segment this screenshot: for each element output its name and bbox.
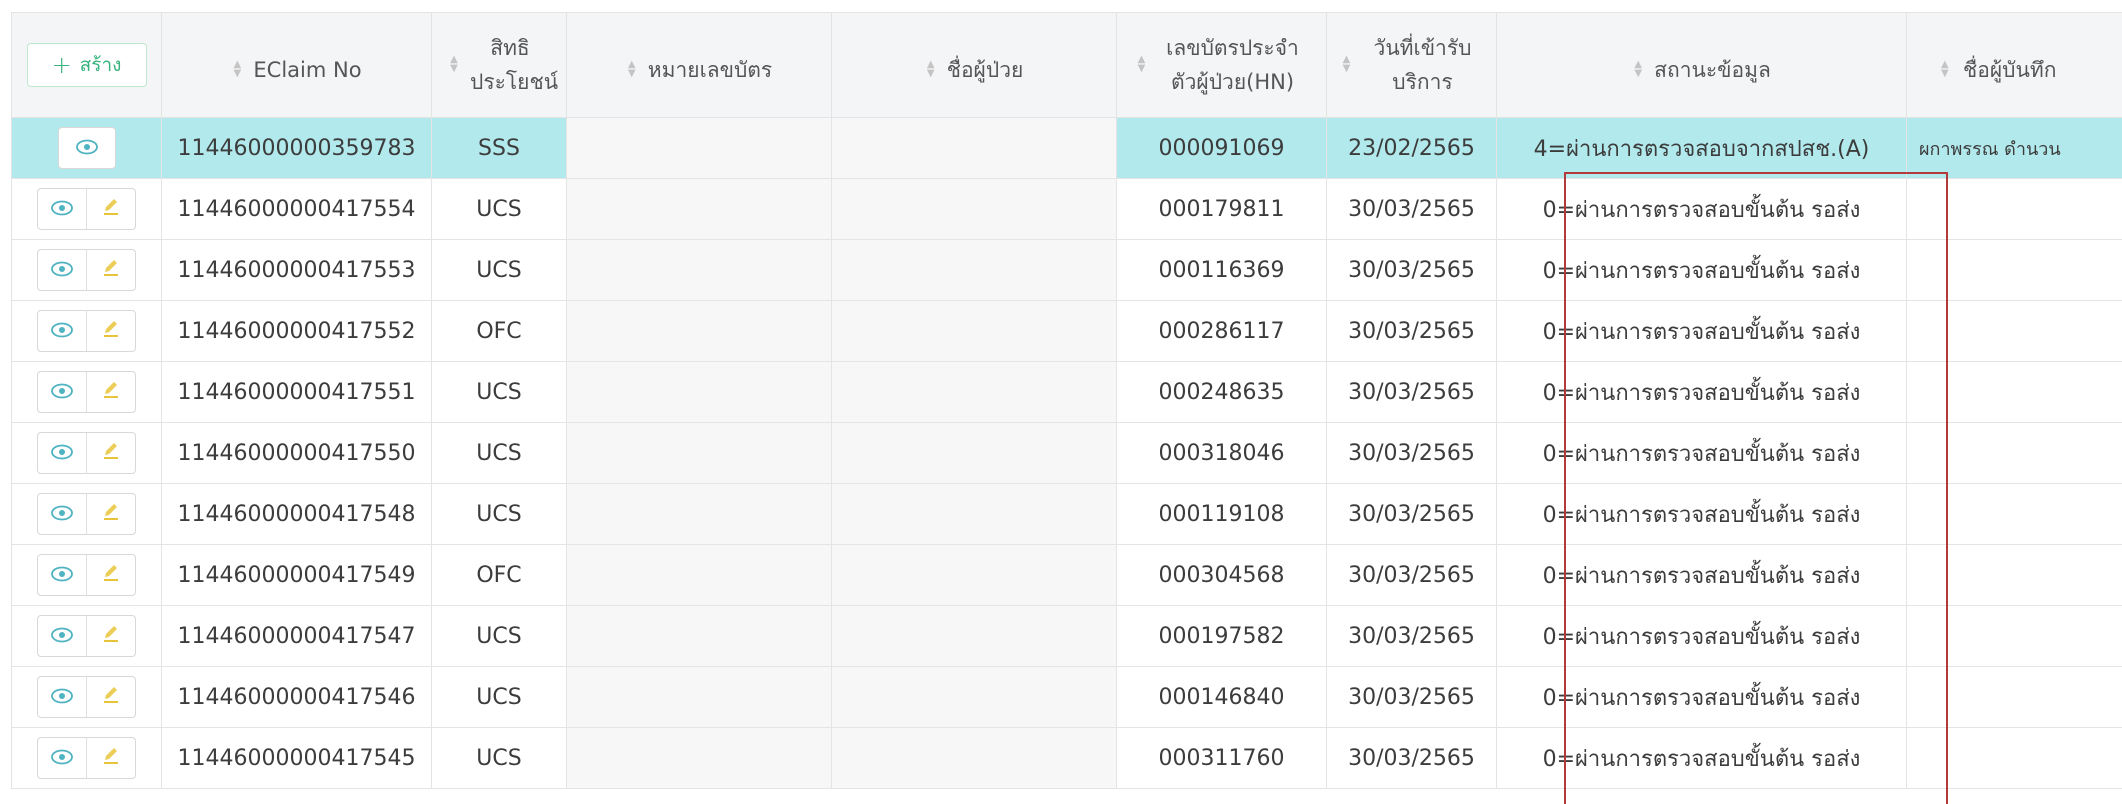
hn-cell: 000311760 [1117, 728, 1327, 789]
hn-cell: 000119108 [1117, 484, 1327, 545]
edit-button[interactable] [86, 738, 135, 778]
pencil-icon [101, 257, 121, 283]
status-cell: 0=ผ่านการตรวจสอบขั้นต้น รอส่ง [1497, 606, 1907, 667]
table-row[interactable] [12, 667, 2122, 728]
right-cell: SSS [432, 118, 567, 179]
sort-arrows-icon[interactable]: ▲ ▼ [1634, 59, 1643, 79]
eclaim-no-cell: 11446000000417547 [162, 606, 432, 667]
table-row[interactable] [12, 545, 2122, 606]
pencil-icon [101, 684, 121, 710]
right-cell: OFC [432, 301, 567, 362]
eye-icon [51, 624, 73, 649]
row-actions-cell [12, 545, 162, 606]
eye-icon [51, 746, 73, 771]
hn-cell: 000091069 [1117, 118, 1327, 179]
pencil-icon [101, 501, 121, 527]
column-header-label: ชื่อผู้ป่วย [946, 58, 1024, 82]
edit-button[interactable] [86, 494, 135, 534]
service-date-cell: 23/02/2565 [1327, 118, 1497, 179]
row-actions-cell [12, 728, 162, 789]
sort-arrows-icon[interactable]: ▲ ▼ [233, 59, 242, 79]
status-cell: 0=ผ่านการตรวจสอบขั้นต้น รอส่ง [1497, 301, 1907, 362]
pencil-icon [101, 745, 121, 771]
edit-button[interactable] [86, 189, 135, 229]
card-no-cell [567, 423, 832, 484]
column-header-label: ชื่อผู้บันทึก [1963, 58, 2057, 82]
column-header-label: หมายเลขบัตร [647, 58, 773, 82]
create-button[interactable] [27, 43, 147, 87]
eclaim-no-cell: 11446000000417553 [162, 240, 432, 301]
status-cell: 0=ผ่านการตรวจสอบขั้นต้น รอส่ง [1497, 179, 1907, 240]
eclaim-no-cell: 11446000000417548 [162, 484, 432, 545]
row-action-group [37, 432, 136, 474]
sort-arrows-icon[interactable]: ▲ ▼ [627, 59, 636, 79]
row-actions-cell [12, 423, 162, 484]
recorder-cell [1907, 240, 2122, 301]
recorder-cell [1907, 545, 2122, 606]
create-button-label: สร้าง [79, 54, 122, 76]
patient-name-cell [832, 667, 1117, 728]
eye-icon [51, 685, 73, 710]
sort-arrows-icon[interactable]: ▲ ▼ [926, 59, 935, 79]
sort-arrows-icon[interactable]: ▲ ▼ [1941, 59, 1949, 79]
column-header-card-no[interactable] [567, 13, 832, 118]
row-actions-cell [12, 118, 162, 179]
recorder-cell [1907, 362, 2122, 423]
column-header-eclaim-no[interactable] [162, 13, 432, 118]
status-cell: 0=ผ่านการตรวจสอบขั้นต้น รอส่ง [1497, 423, 1907, 484]
column-header-label: EClaim No [253, 58, 362, 82]
card-no-cell [567, 179, 832, 240]
view-button[interactable] [38, 311, 86, 351]
recorder-cell [1907, 606, 2122, 667]
table-row[interactable] [12, 118, 2122, 179]
edit-button[interactable] [86, 433, 135, 473]
patient-name-cell [832, 362, 1117, 423]
service-date-cell: 30/03/2565 [1327, 728, 1497, 789]
right-cell: UCS [432, 667, 567, 728]
recorder-cell [1907, 728, 2122, 789]
view-button[interactable] [38, 616, 86, 656]
patient-name-cell [832, 240, 1117, 301]
plus-icon: + [51, 51, 72, 79]
hn-cell: 000304568 [1117, 545, 1327, 606]
pencil-icon [101, 623, 121, 649]
recorder-cell [1907, 484, 2122, 545]
right-cell: UCS [432, 240, 567, 301]
edit-button[interactable] [86, 677, 135, 717]
column-header-right[interactable] [432, 13, 567, 118]
table-body [12, 118, 2122, 789]
column-header-label: สถานะข้อมูล [1654, 58, 1771, 82]
hn-cell: 000248635 [1117, 362, 1327, 423]
row-action-group [37, 371, 136, 413]
eye-icon [51, 563, 73, 588]
edit-button[interactable] [86, 250, 135, 290]
right-cell: OFC [432, 545, 567, 606]
edit-button[interactable] [86, 372, 135, 412]
patient-name-cell [832, 484, 1117, 545]
status-cell: 0=ผ่านการตรวจสอบขั้นต้น รอส่ง [1497, 240, 1907, 301]
row-actions-cell [12, 667, 162, 728]
eye-icon [51, 441, 73, 466]
status-cell: 0=ผ่านการตรวจสอบขั้นต้น รอส่ง [1497, 362, 1907, 423]
row-action-group [37, 615, 136, 657]
pencil-icon [101, 379, 121, 405]
row-actions-cell [12, 301, 162, 362]
right-cell: UCS [432, 484, 567, 545]
edit-button[interactable] [86, 555, 135, 595]
eye-icon [51, 319, 73, 344]
sort-arrows-icon[interactable]: ▲ ▼ [450, 54, 458, 74]
card-no-cell [567, 301, 832, 362]
patient-name-cell [832, 606, 1117, 667]
eye-icon [51, 502, 73, 527]
eye-icon [51, 380, 73, 405]
view-button[interactable] [38, 555, 86, 595]
recorder-cell: ผกาพรรณ ดำนวน [1907, 118, 2122, 179]
hn-cell: 000286117 [1117, 301, 1327, 362]
patient-name-cell [832, 301, 1117, 362]
table-row[interactable] [12, 362, 2122, 423]
eclaim-no-cell: 11446000000417552 [162, 301, 432, 362]
view-button[interactable] [38, 738, 86, 778]
eclaim-no-cell: 11446000000417549 [162, 545, 432, 606]
card-no-cell [567, 728, 832, 789]
table-row[interactable] [12, 728, 2122, 789]
service-date-cell: 30/03/2565 [1327, 362, 1497, 423]
recorder-cell [1907, 667, 2122, 728]
card-no-cell [567, 484, 832, 545]
view-button[interactable] [38, 372, 86, 412]
view-button[interactable] [58, 127, 116, 169]
right-cell: UCS [432, 362, 567, 423]
right-cell: UCS [432, 423, 567, 484]
right-cell: UCS [432, 606, 567, 667]
column-header-label: เลขบัตรประจำ ตัวผู้ป่วย(HN) [1166, 36, 1299, 94]
row-action-group [37, 310, 136, 352]
row-action-group [37, 737, 136, 779]
row-action-group [37, 249, 136, 291]
card-no-cell [567, 362, 832, 423]
hn-cell: 000197582 [1117, 606, 1327, 667]
row-actions-cell [12, 606, 162, 667]
row-action-group [37, 188, 136, 230]
view-button[interactable] [38, 494, 86, 534]
recorder-cell [1907, 301, 2122, 362]
sort-arrows-icon[interactable]: ▲ ▼ [1342, 54, 1351, 74]
eclaim-no-cell: 11446000000417545 [162, 728, 432, 789]
service-date-cell: 30/03/2565 [1327, 606, 1497, 667]
pencil-icon [101, 562, 121, 588]
claims-table [11, 12, 2122, 789]
eclaim-no-cell: 11446000000417550 [162, 423, 432, 484]
patient-name-cell [832, 545, 1117, 606]
eye-icon [51, 258, 73, 283]
service-date-cell: 30/03/2565 [1327, 484, 1497, 545]
table-header-row [12, 13, 2122, 118]
eclaim-no-cell: 11446000000417546 [162, 667, 432, 728]
eclaim-no-cell: 11446000000417554 [162, 179, 432, 240]
hn-cell: 000146840 [1117, 667, 1327, 728]
service-date-cell: 30/03/2565 [1327, 667, 1497, 728]
service-date-cell: 30/03/2565 [1327, 179, 1497, 240]
table-row[interactable] [12, 606, 2122, 667]
recorder-cell [1907, 179, 2122, 240]
card-no-cell [567, 240, 832, 301]
eye-icon [51, 197, 73, 222]
view-button[interactable] [38, 250, 86, 290]
column-header-hn[interactable] [1117, 13, 1327, 118]
column-header-label: วันที่เข้ารับ บริการ [1373, 36, 1472, 94]
status-cell: 0=ผ่านการตรวจสอบขั้นต้น รอส่ง [1497, 667, 1907, 728]
card-no-cell [567, 667, 832, 728]
patient-name-cell [832, 728, 1117, 789]
row-action-group [37, 554, 136, 596]
column-header-label: สิทธิ ประโยชน์ [470, 36, 559, 94]
row-actions-cell [12, 484, 162, 545]
service-date-cell: 30/03/2565 [1327, 301, 1497, 362]
recorder-cell [1907, 423, 2122, 484]
right-cell: UCS [432, 179, 567, 240]
create-header-cell [12, 13, 162, 118]
pencil-icon [101, 318, 121, 344]
view-button[interactable] [38, 677, 86, 717]
pencil-icon [101, 196, 121, 222]
status-cell: 0=ผ่านการตรวจสอบขั้นต้น รอส่ง [1497, 728, 1907, 789]
hn-cell: 000116369 [1117, 240, 1327, 301]
patient-name-cell [832, 118, 1117, 179]
hn-cell: 000318046 [1117, 423, 1327, 484]
edit-button[interactable] [86, 616, 135, 656]
status-cell: 0=ผ่านการตรวจสอบขั้นต้น รอส่ง [1497, 545, 1907, 606]
row-action-group [37, 493, 136, 535]
column-header-service-date[interactable] [1327, 13, 1497, 118]
service-date-cell: 30/03/2565 [1327, 423, 1497, 484]
pencil-icon [101, 440, 121, 466]
service-date-cell: 30/03/2565 [1327, 545, 1497, 606]
row-actions-cell [12, 179, 162, 240]
hn-cell: 000179811 [1117, 179, 1327, 240]
card-no-cell [567, 118, 832, 179]
row-actions-cell [12, 362, 162, 423]
table-row[interactable] [12, 179, 2122, 240]
eclaim-no-cell: 11446000000359783 [162, 118, 432, 179]
column-header-patient-name[interactable] [832, 13, 1117, 118]
status-cell: 4=ผ่านการตรวจสอบจากสปสช.(A) [1497, 118, 1907, 179]
column-header-status[interactable] [1497, 13, 1907, 118]
edit-button[interactable] [86, 311, 135, 351]
table-row[interactable] [12, 484, 2122, 545]
service-date-cell: 30/03/2565 [1327, 240, 1497, 301]
eclaim-no-cell: 11446000000417551 [162, 362, 432, 423]
row-actions-cell [12, 240, 162, 301]
table-row[interactable] [12, 423, 2122, 484]
patient-name-cell [832, 423, 1117, 484]
table-row[interactable] [12, 301, 2122, 362]
table-row[interactable] [12, 240, 2122, 301]
card-no-cell [567, 545, 832, 606]
patient-name-cell [832, 179, 1117, 240]
sort-arrows-icon[interactable]: ▲ ▼ [1137, 54, 1146, 74]
right-cell: UCS [432, 728, 567, 789]
status-cell: 0=ผ่านการตรวจสอบขั้นต้น รอส่ง [1497, 484, 1907, 545]
view-button[interactable] [38, 189, 86, 229]
view-button[interactable] [38, 433, 86, 473]
column-header-recorder[interactable] [1907, 13, 2122, 118]
row-action-group [37, 676, 136, 718]
card-no-cell [567, 606, 832, 667]
eye-icon [76, 136, 98, 161]
